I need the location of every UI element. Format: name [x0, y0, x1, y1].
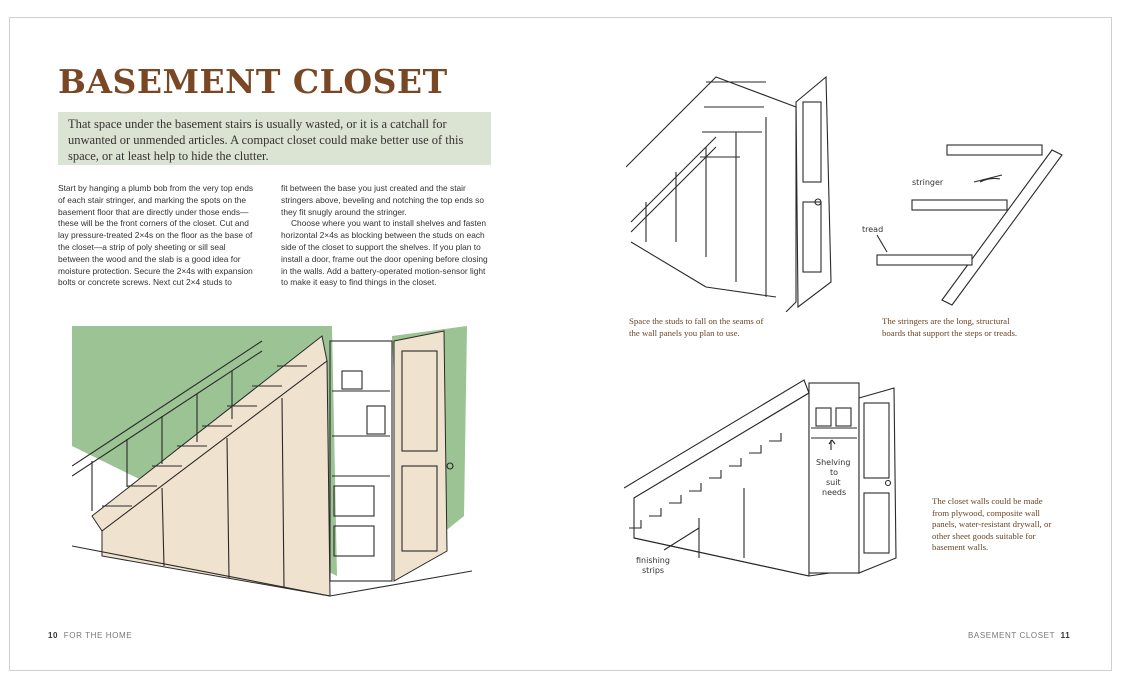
- finished-closet-drawing: [624, 378, 904, 578]
- stringers-drawing: [862, 140, 1067, 310]
- label-stringer: stringer: [912, 178, 944, 187]
- intro-box: That space under the basement stairs is usually wasted, or it is a catchall for unwanted or unmended articles. A compact closet could make better use of this space, or at least help to hide the clutter.: [58, 112, 491, 165]
- caption-walls: The closet walls could be made from plywood, composite wall panels, water-resistant drywall, or other sheet goods suitable for basement walls.: [932, 496, 1052, 552]
- section-left: FOR THE HOME: [63, 631, 133, 640]
- label-shelving-line: suit: [826, 478, 841, 487]
- caption-studs: Space the studs to fall on the seams of the wall panels you plan to use.: [629, 316, 764, 338]
- section-right: BASEMENT CLOSET: [968, 631, 1055, 640]
- label-shelving-line: needs: [822, 488, 847, 497]
- footer-right: [968, 631, 1070, 640]
- studs-drawing: [626, 72, 832, 312]
- page-title: BASEMENT CLOSET: [58, 62, 448, 101]
- closet-color-illustration: [72, 326, 472, 616]
- label-finishing-line: strips: [642, 566, 665, 575]
- label-shelving-line: to: [830, 468, 839, 477]
- body-paragraph: fit between the base you just created and the stair stringers above, beveling and notching the top ends so they fit snugly around the stringer.: [281, 183, 484, 217]
- label-shelving-line: Shelving: [816, 458, 851, 467]
- page-number-right: 11: [1060, 631, 1071, 640]
- page-number-left: 10: [48, 631, 59, 640]
- caption-stringers: The stringers are the long, structural boards that support the steps or treads.: [882, 316, 1018, 338]
- body-paragraph: Choose where you want to install shelves and fasten horizontal 2×4s as blocking between the studs on each side of the closet to support the shelves. If you plan to install a door, frame out the door opening before closing in the walls. Add a battery-operated motion-sensor light to make it easy to find things in the closet.: [281, 218, 488, 288]
- body-paragraph: Start by hanging a plumb bob from the very top ends of each stair stringer, and marking the spots on the basement floor that are directly under those ends—these will be the front corners of the closet. Cut and lay pressure-treated 2×4s on the floor as the base of the closet—a strip of poly sheeting or sill seal between the wood and the slab is a good idea for moisture protection. Secure the 2×4s with expansion bolts or concrete screws. Next cut 2×4 studs to: [58, 183, 254, 288]
- body-column-1: [58, 183, 256, 289]
- label-tread: tread: [862, 225, 884, 234]
- label-finishing-line: finishing: [636, 556, 670, 565]
- body-column-2: [281, 183, 493, 289]
- footer-left: [48, 631, 132, 640]
